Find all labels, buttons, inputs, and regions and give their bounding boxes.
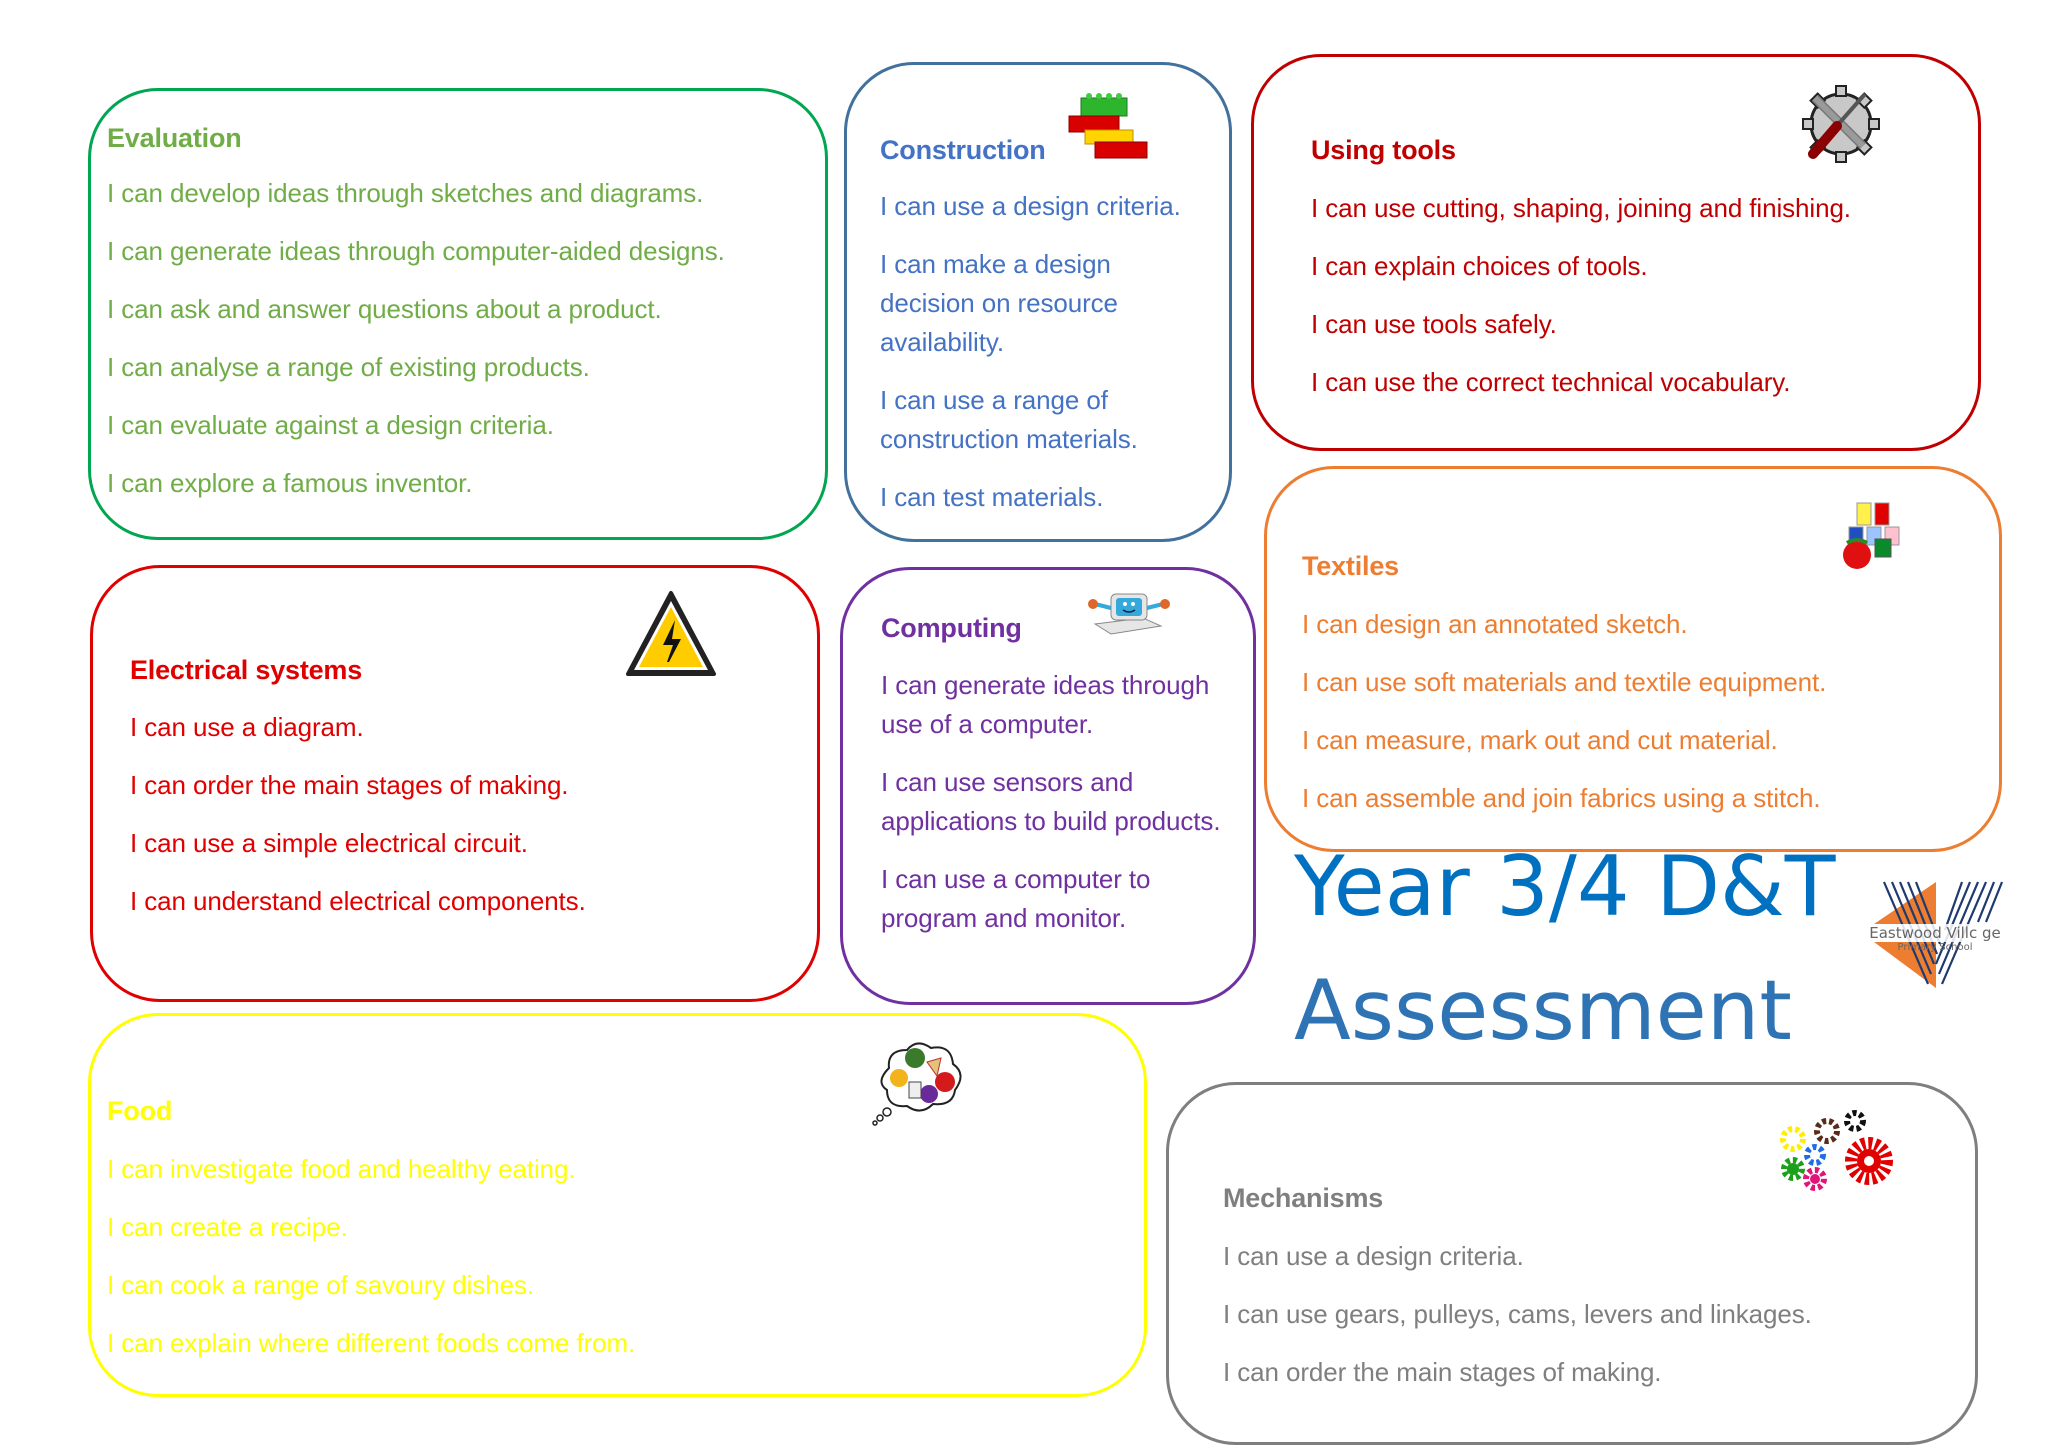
school-name: Eastwood Villc ge bbox=[1869, 924, 2001, 942]
textiles-card bbox=[1264, 466, 2002, 852]
list-item: I can use sensors and applications to build products. bbox=[881, 767, 1221, 836]
lego-bricks-icon bbox=[1067, 90, 1152, 162]
page-title-line2: Assessment bbox=[1294, 962, 1792, 1059]
using-tools-list bbox=[1311, 189, 1851, 421]
using-tools-title: Using tools bbox=[1311, 135, 1456, 165]
list-item: I can use soft materials and textile equipment. bbox=[1302, 667, 1827, 697]
list-item: I can ask and answer questions about a product. bbox=[107, 294, 662, 324]
food-thought-bubble-icon bbox=[869, 1038, 969, 1126]
evaluation-card bbox=[88, 88, 828, 540]
list-item: I can create a recipe. bbox=[107, 1212, 348, 1242]
evaluation-title: Evaluation bbox=[107, 123, 242, 153]
computing-card bbox=[840, 567, 1256, 1005]
list-item: I can use gears, pulleys, cams, levers and linkages. bbox=[1223, 1299, 1812, 1329]
list-item: I can explore a famous inventor. bbox=[107, 468, 473, 498]
list-item: I can develop ideas through sketches and diagrams. bbox=[107, 178, 704, 208]
list-item: I can order the main stages of making. bbox=[130, 770, 569, 800]
tools-gear-icon bbox=[1800, 83, 1882, 165]
list-item: I can use a design criteria. bbox=[1223, 1241, 1524, 1271]
list-item: I can generate ideas through computer-aided designs. bbox=[107, 236, 725, 266]
food-list bbox=[107, 1150, 635, 1382]
list-item: I can investigate food and healthy eating. bbox=[107, 1154, 576, 1184]
list-item: I can order the main stages of making. bbox=[1223, 1357, 1662, 1387]
food-card bbox=[88, 1013, 1147, 1397]
list-item: I can measure, mark out and cut material. bbox=[1302, 725, 1778, 755]
electrical-systems-title: Electrical systems bbox=[130, 655, 363, 685]
school-logo bbox=[1866, 876, 2016, 991]
list-item: I can use a diagram. bbox=[130, 712, 364, 742]
list-item: I can use a simple electrical circuit. bbox=[130, 828, 528, 858]
computing-list bbox=[881, 666, 1231, 957]
list-item: I can analyse a range of existing products. bbox=[107, 352, 590, 382]
list-item: I can use cutting, shaping, joining and finishing. bbox=[1311, 193, 1851, 223]
mechanisms-title: Mechanisms bbox=[1223, 1183, 1384, 1213]
list-item: I can understand electrical components. bbox=[130, 886, 586, 916]
list-item: I can generate ideas through use of a computer. bbox=[881, 670, 1210, 739]
list-item: I can explain where different foods come from. bbox=[107, 1328, 636, 1358]
construction-card bbox=[844, 62, 1232, 542]
using-tools-card bbox=[1251, 54, 1981, 451]
high-voltage-warning-icon bbox=[625, 590, 717, 678]
list-item: I can use the correct technical vocabulary. bbox=[1311, 367, 1791, 397]
construction-list bbox=[880, 187, 1210, 536]
list-item: I can evaluate against a design criteria. bbox=[107, 410, 554, 440]
computing-title: Computing bbox=[881, 613, 1022, 643]
electrical-systems-list bbox=[130, 708, 586, 940]
list-item: I can cook a range of savoury dishes. bbox=[107, 1270, 534, 1300]
list-item: I can use a design criteria. bbox=[880, 191, 1181, 221]
colorful-gears-icon bbox=[1779, 1109, 1919, 1199]
school-subname: Primary School bbox=[1897, 942, 1973, 953]
food-title: Food bbox=[107, 1096, 173, 1126]
electrical-systems-card bbox=[90, 565, 820, 1002]
sewing-thread-icon bbox=[1837, 499, 1907, 571]
list-item: I can explain choices of tools. bbox=[1311, 251, 1648, 281]
evaluation-list bbox=[107, 174, 725, 522]
list-item: I can design an annotated sketch. bbox=[1302, 609, 1688, 639]
list-item: I can use a range of construction materials. bbox=[880, 385, 1138, 454]
list-item: I can use a computer to program and monitor. bbox=[881, 864, 1151, 933]
list-item: I can use tools safely. bbox=[1311, 309, 1557, 339]
mechanisms-list bbox=[1223, 1237, 1812, 1411]
list-item: I can make a design decision on resource availability. bbox=[880, 249, 1118, 357]
list-item: I can assemble and join fabrics using a stitch. bbox=[1302, 783, 1821, 813]
list-item: I can test materials. bbox=[880, 482, 1104, 512]
textiles-list bbox=[1302, 605, 1826, 837]
page-title-line1: Year 3/4 D&T bbox=[1294, 838, 1836, 935]
computer-character-icon bbox=[1083, 590, 1173, 638]
mechanisms-card bbox=[1166, 1082, 1978, 1445]
construction-title: Construction bbox=[880, 135, 1046, 165]
textiles-title: Textiles bbox=[1302, 551, 1399, 581]
